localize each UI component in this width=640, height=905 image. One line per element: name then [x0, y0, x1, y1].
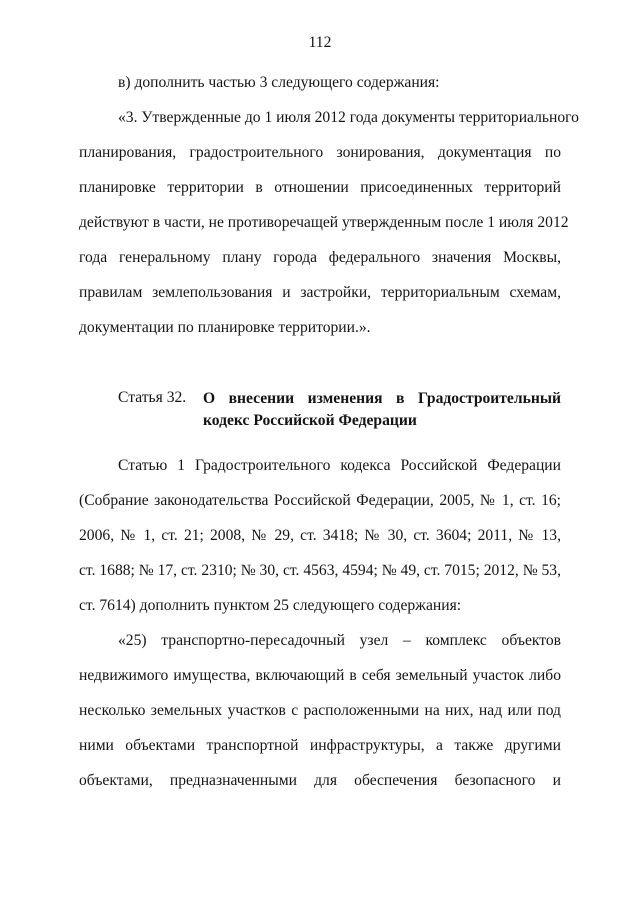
amendment-line: планирования, градостроительного зонирования, документация по	[79, 144, 561, 161]
paragraph-line: несколько земельных участков с расположенными на них, над или под	[79, 702, 561, 719]
amendment-intro: в) дополнить частью 3 следующего содержания:	[118, 74, 440, 91]
amendment-line: действуют в части, не противоречащей утвержденным после 1 июля 2012	[79, 214, 569, 231]
paragraph-line: ними объектами транспортной инфраструктуры, а также другими	[79, 737, 561, 754]
article-title-line: кодекс Российской Федерации	[203, 412, 417, 429]
paragraph-line: недвижимого имущества, включающий в себя земельный участок либо	[79, 667, 561, 684]
paragraph-line: (Собрание законодательства Российской Федерации, 2005, № 1, ст. 16;	[79, 492, 561, 509]
paragraph-line: ст. 1688; № 17, ст. 2310; № 30, ст. 4563, 4594; № 49, ст. 7015; 2012, № 53,	[79, 562, 561, 579]
amendment-line: правилам землепользования и застройки, территориальным схемам,	[79, 284, 561, 301]
amendment-line: документации по планировке территории.».	[79, 319, 371, 336]
paragraph-line: объектами, предназначенными для обеспечения безопасного и	[79, 772, 561, 789]
article-title	[203, 388, 561, 432]
paragraph-line: ст. 7614) дополнить пунктом 25 следующего содержания:	[79, 597, 462, 614]
amendment-line: «3. Утвержденные до 1 июля 2012 года документы территориального	[118, 109, 579, 126]
paragraph-line: Статью 1 Градостроительного кодекса Российской Федерации	[118, 457, 561, 474]
amendment-line: планировке территории в отношении присоединенных территорий	[79, 179, 561, 196]
amendment-line: года генеральному плану города федерального значения Москвы,	[79, 249, 561, 266]
article-title-line: О внесении изменения в Градостроительный	[203, 390, 561, 407]
paragraph-line: «25) транспортно-пересадочный узел – комплекс объектов	[118, 632, 561, 649]
page-number: 112	[308, 34, 332, 51]
article-label: Статья 32.	[118, 389, 187, 406]
paragraph-line: 2006, № 1, ст. 21; 2008, № 29, ст. 3418; № 30, ст. 3604; 2011, № 13,	[79, 527, 561, 544]
